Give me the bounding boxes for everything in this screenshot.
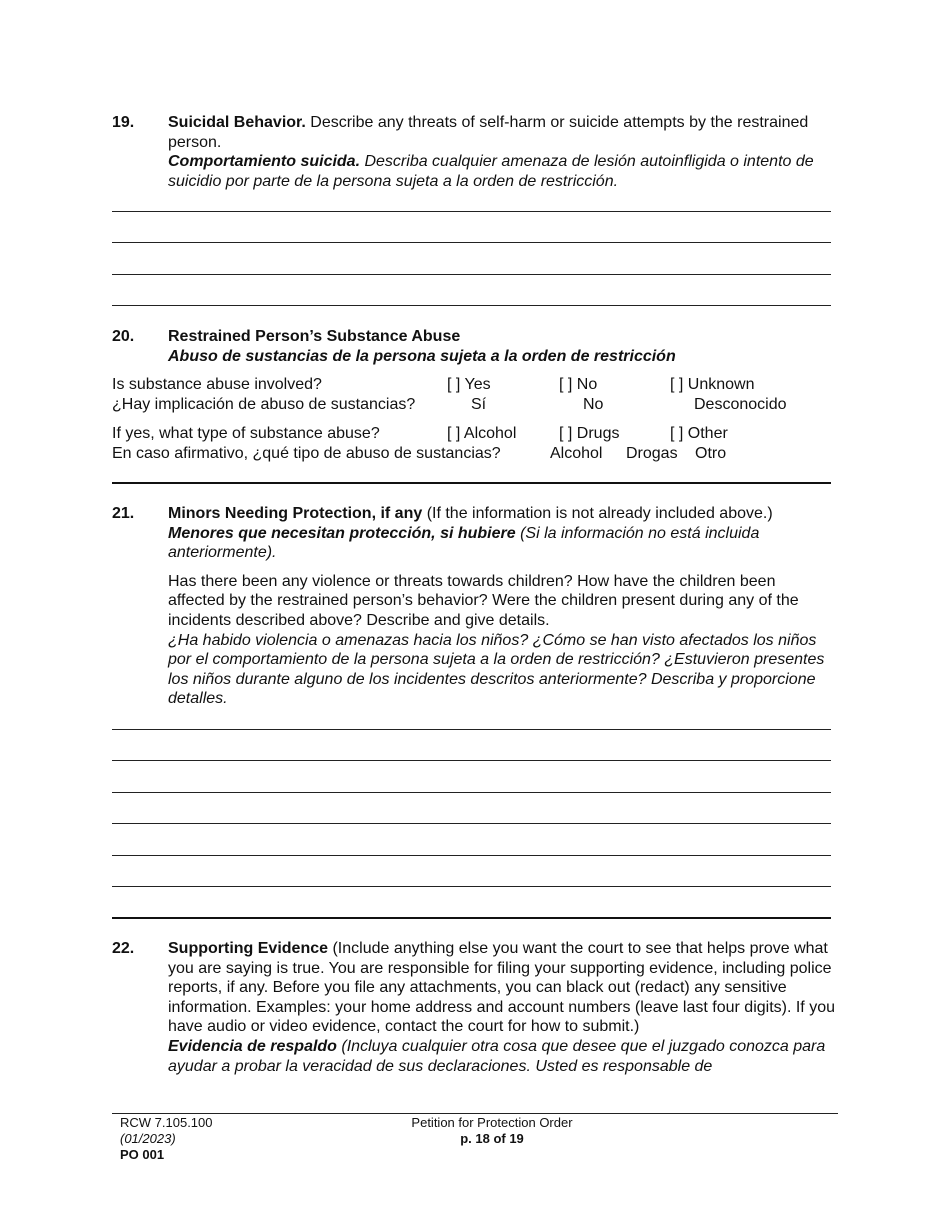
q19-desc-es: Describa cualquier amenaza de lesión autoinfligida o intento de suicidio por parte de la persona sujeta a la orden de restricción. bbox=[168, 153, 814, 190]
q21-title-en: Minors Needing Protection, if any bbox=[168, 505, 423, 522]
q20-alcohol-checkbox[interactable]: [ ] Alcohol bbox=[447, 425, 517, 442]
q20-involved-question-es: ¿Hay implicación de abuso de sustancias? bbox=[112, 396, 416, 413]
q20-type-question-en: If yes, what type of substance abuse? bbox=[112, 425, 380, 442]
q22-desc-en: (Include anything else you want the court to see that helps prove what you are saying is true. You are responsible for filing your supporting evidence, including police reports, if any. Before you file any attachments, you can black out (redact) any sensitive information. Examples: your home address and account numbers (leave last four digits). If you have audio or video evidence, contact the court for how to submit.) bbox=[168, 940, 835, 1036]
q21-answer-line-1[interactable] bbox=[112, 729, 831, 730]
q20-title-en: Restrained Person’s Substance Abuse bbox=[168, 328, 461, 345]
q20-involved-question-en: Is substance abuse involved? bbox=[112, 376, 322, 393]
q20-drugs-checkbox[interactable]: [ ] Drugs bbox=[559, 425, 620, 442]
footer-rule bbox=[112, 1113, 838, 1114]
q21-desc-es: (Si la información no está incluida anteriormente). bbox=[168, 524, 760, 562]
q22-title-es: Evidencia de respaldo bbox=[168, 1037, 337, 1055]
q21-answer-line-3[interactable] bbox=[112, 792, 831, 793]
q21-answer-line-4[interactable] bbox=[112, 823, 831, 824]
q20-yes-checkbox[interactable]: [ ] Yes bbox=[447, 376, 491, 393]
q21-text bbox=[168, 504, 836, 709]
q21-answer-line-7[interactable] bbox=[112, 917, 831, 919]
q22-title-en: Supporting Evidence bbox=[168, 940, 329, 957]
q22-text bbox=[168, 939, 836, 1076]
q21-number: 21. bbox=[112, 505, 135, 522]
q21-desc-en: (If the information is not already included above.) bbox=[422, 505, 773, 522]
q19-answer-line-2[interactable] bbox=[112, 242, 831, 243]
q20-unknown-label-es: Desconocido bbox=[694, 396, 787, 413]
footer-rcw: RCW 7.105.100 bbox=[120, 1115, 213, 1130]
footer-date: (01/2023) bbox=[120, 1131, 176, 1146]
q19-answer-line-1[interactable] bbox=[112, 211, 831, 212]
q20-unknown-checkbox[interactable]: [ ] Unknown bbox=[670, 376, 755, 393]
q19-answer-line-4[interactable] bbox=[112, 305, 831, 306]
q21-answer-line-2[interactable] bbox=[112, 760, 831, 761]
q19-title-en: Suicidal Behavior. bbox=[168, 114, 306, 131]
footer-page-number: p. 18 of 19 bbox=[460, 1131, 524, 1146]
q20-title-es: Abuso de sustancias de la persona sujeta a la orden de restricción bbox=[168, 347, 676, 365]
q20-drugs-label-es: Drogas bbox=[626, 445, 678, 462]
q19-number: 19. bbox=[112, 114, 135, 131]
q20-yes-label-es: Sí bbox=[471, 396, 487, 413]
q21-paragraph-en: Has there been any violence or threats towards children? How have the children been affected by the restrained person’s behavior? Were the children present during any of the incidents described above? Describe and give details. bbox=[168, 572, 799, 629]
q19-answer-line-3[interactable] bbox=[112, 274, 831, 275]
q19-desc-en: Describe any threats of self-harm or suicide attempts by the restrained person. bbox=[168, 114, 809, 151]
q22-number: 22. bbox=[112, 940, 135, 957]
footer-form-number: PO 001 bbox=[120, 1147, 165, 1162]
q20-number: 20. bbox=[112, 328, 135, 345]
q22-desc-es: (Incluya cualquier otra cosa que desee que el juzgado conozca para ayudar a probar la veracidad de sus declaraciones. Usted es responsable de bbox=[168, 1037, 826, 1075]
q19-text bbox=[168, 113, 836, 191]
q20-divider bbox=[112, 482, 831, 484]
q20-type-question-es: En caso afirmativo, ¿qué tipo de abuso de sustancias? bbox=[112, 445, 501, 462]
q20-heading bbox=[168, 327, 836, 366]
q21-answer-line-5[interactable] bbox=[112, 855, 831, 856]
q20-other-checkbox[interactable]: [ ] Other bbox=[670, 425, 728, 442]
q20-alcohol-label-es: Alcohol bbox=[550, 445, 603, 462]
footer-title: Petition for Protection Order bbox=[411, 1115, 573, 1130]
q21-answer-line-6[interactable] bbox=[112, 886, 831, 887]
q19-title-es: Comportamiento suicida. bbox=[168, 153, 361, 171]
q20-no-checkbox[interactable]: [ ] No bbox=[559, 376, 598, 393]
q21-paragraph-es: ¿Ha habido violencia o amenazas hacia los niños? ¿Cómo se han visto afectados los niños por el comportamiento de la persona sujeta a la orden de restricción? ¿Estuvieron presentes los niños durante alguno de los incidentes descritos anteriormente? Describa y proporcione detalles. bbox=[168, 631, 825, 708]
q20-other-label-es: Otro bbox=[695, 445, 727, 462]
q21-title-es: Menores que necesitan protección, si hubiere bbox=[168, 524, 516, 542]
q20-no-label-es: No bbox=[583, 396, 604, 413]
